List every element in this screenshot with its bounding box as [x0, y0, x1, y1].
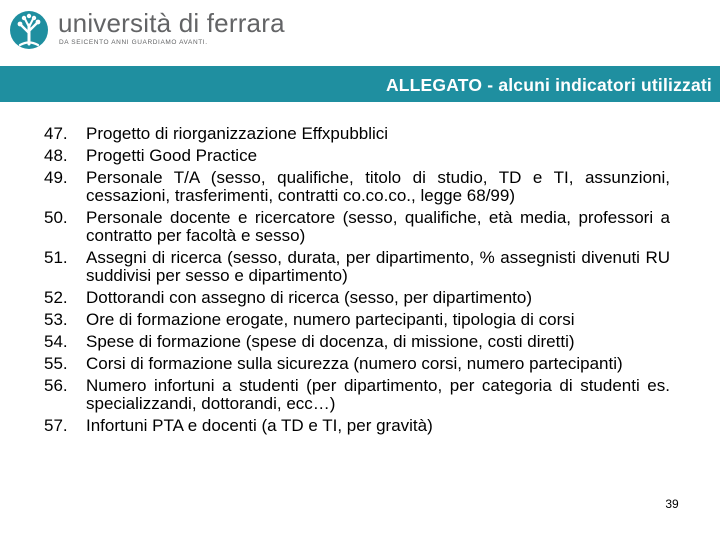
item-text: Personale T/A (sesso, qualifiche, titolo di studio, TD e TI, assunzioni, cessazioni, trasferimenti, contratti co.co.co., legge 68/99) [86, 168, 670, 205]
item-number: 53. [44, 310, 68, 329]
list-item [44, 377, 670, 413]
item-number: 51. [44, 248, 68, 267]
list-item [44, 169, 670, 205]
indicator-list [44, 125, 670, 439]
list-item [44, 355, 670, 373]
list-item [44, 147, 670, 165]
list-item [44, 417, 670, 435]
item-text: Infortuni PTA e docenti (a TD e TI, per gravità) [86, 416, 433, 435]
item-number: 50. [44, 208, 68, 227]
list-item [44, 209, 670, 245]
item-text: Ore di formazione erogate, numero partecipanti, tipologia di corsi [86, 310, 575, 329]
item-number: 49. [44, 168, 68, 187]
item-text: Numero infortuni a studenti (per dipartimento, per categoria di studenti es. specializzandi, dottorandi, ecc…) [86, 376, 670, 413]
list-item [44, 125, 670, 143]
item-number: 47. [44, 124, 68, 143]
item-number: 48. [44, 146, 68, 165]
tree-logo-icon [8, 9, 50, 53]
list-item [44, 311, 670, 329]
list-item [44, 333, 670, 351]
university-name: università di ferrara [58, 8, 285, 38]
list-item [44, 249, 670, 285]
item-number: 55. [44, 354, 68, 373]
list-item [44, 289, 670, 307]
item-text: Progetti Good Practice [86, 146, 258, 165]
slide-header [0, 0, 720, 66]
item-number: 52. [44, 288, 68, 307]
item-text: Progetto di riorganizzazione Effxpubblici [86, 124, 389, 143]
item-text: Personale docente e ricercatore (sesso, qualifiche, età media, professori a contratto per facoltà e sesso) [86, 208, 670, 245]
page-number: 39 [665, 497, 679, 511]
university-tagline: DA SEICENTO ANNI GUARDIAMO AVANTI. [59, 39, 208, 46]
slide-title: ALLEGATO - alcuni indicatori utilizzati [385, 75, 712, 95]
item-number: 56. [44, 376, 68, 395]
title-bar [0, 66, 720, 102]
item-text: Dottorandi con assegno di ricerca (sesso, per dipartimento) [86, 288, 532, 307]
item-number: 54. [44, 332, 68, 351]
item-text: Assegni di ricerca (sesso, durata, per dipartimento, % assegnisti divenuti RU suddivisi per sesso e dipartimento) [86, 248, 670, 285]
item-text: Corsi di formazione sulla sicurezza (numero corsi, numero partecipanti) [86, 354, 623, 373]
item-text: Spese di formazione (spese di docenza, di missione, costi diretti) [86, 332, 575, 351]
item-number: 57. [44, 416, 68, 435]
